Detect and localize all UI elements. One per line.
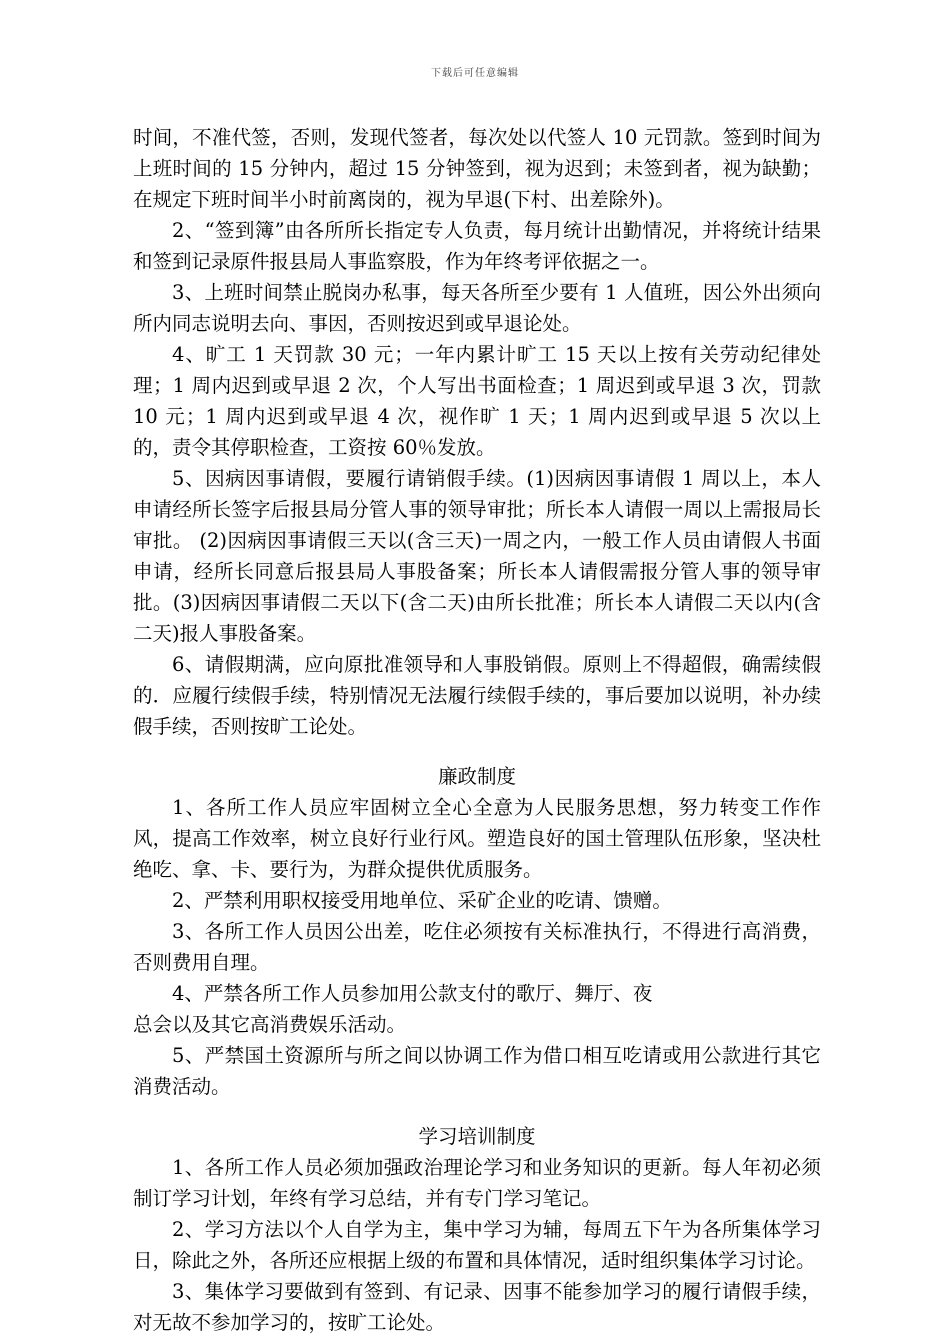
paragraph: 4、旷工 1 天罚款 30 元；一年内累计旷工 15 天以上按有关劳动纪律处理；1 周内迟到或早退 2 次，个人写出书面检查；1 周迟到或早退 3 次，罚款 10 元；1 周内迟到或早退 4 次，视作旷 1 天；1 周内迟到或早退 5 次以上的，责令其停职检查，工资按 60％发放。: [133, 343, 821, 459]
paragraph: 1、各所工作人员必须加强政治理论学习和业务知识的更新。每人年初必须制订学习计划，年终有学习总结，并有专门学习笔记。: [133, 1156, 821, 1210]
section-title: 学习培训制度: [418, 1125, 536, 1148]
paragraph: 4、严禁各所工作人员参加用公款支付的歌厅、舞厅、夜: [172, 982, 653, 1005]
paragraph: 5、严禁国土资源所与所之间以协调工作为借口相互吃请或用公款进行其它消费活动。: [133, 1044, 821, 1098]
training-section: [133, 1121, 821, 1338]
paragraph: 2、学习方法以个人自学为主，集中学习为辅，每周五下午为各所集体学习日，除此之外，各所还应根据上级的布置和具体情况，适时组织集体学习讨论。: [133, 1218, 821, 1272]
section-title: 廉政制度: [437, 765, 516, 788]
paragraph: 3、各所工作人员因公出差，吃住必须按有关标准执行，不得进行高消费，否则费用自理。: [133, 920, 821, 974]
paragraph: 3、上班时间禁止脱岗办私事，每天各所至少要有 1 人值班，因公外出须向所内同志说明去向、事因，否则按迟到或早退论处。: [133, 281, 821, 335]
paragraph: 3、集体学习要做到有签到、有记录、因事不能参加学习的履行请假手续，对无故不参加学习的，按旷工论处。: [133, 1280, 821, 1334]
page-header: 下载后可任意编辑: [431, 68, 519, 79]
paragraph: 6、请假期满，应向原批准领导和人事股销假。原则上不得超假，确需续假的．应履行续假手续，特别情况无法履行续假手续的，事后要加以说明，补办续假手续，否则按旷工论处。: [133, 653, 821, 738]
document-body: [133, 122, 821, 1338]
paragraph: 1、各所工作人员应牢固树立全心全意为人民服务思想，努力转变工作作风，提高工作效率，树立良好行业行风。塑造良好的国土管理队伍形象，坚决杜绝吃、拿、卡、要行为，为群众提供优质服务。: [133, 796, 821, 881]
paragraph: 2、严禁利用职权接受用地单位、采矿企业的吃请、馈赠。: [172, 889, 672, 912]
paragraph: 时间，不准代签，否则，发现代签者，每次处以代签人 10 元罚款。签到时间为上班时间的 15 分钟内，超过 15 分钟签到，视为迟到；未签到者，视为缺勤；在规定下班时间半小时前离岗的，视为早退(下村、出差除外)。: [133, 126, 821, 211]
attendance-section: [133, 122, 821, 742]
integrity-section: [133, 761, 821, 1102]
paragraph: 2、“签到簿”由各所所长指定专人负责，每月统计出勤情况，并将统计结果和签到记录原件报县局人事监察股，作为年终考评依据之一。: [133, 219, 821, 273]
paragraph: 5、因病因事请假，要履行请销假手续。(1)因病因事请假 1 周以上，本人申请经所长签字后报县局分管人事的领导审批；所长本人请假一周以上需报局长审批。 (2)因病因事请假三天以(含三天)一周之内，一般工作人员由请假人书面申请，经所长同意后报县局人事股备案；所长本人请假需报分管人事的领导审批。(3)因病因事请假二天以下(含二天)由所长批准；所长本人请假二天以内(含二天)报人事股备案。: [133, 467, 821, 645]
paragraph: 总会以及其它高消费娱乐活动。: [133, 1013, 407, 1036]
